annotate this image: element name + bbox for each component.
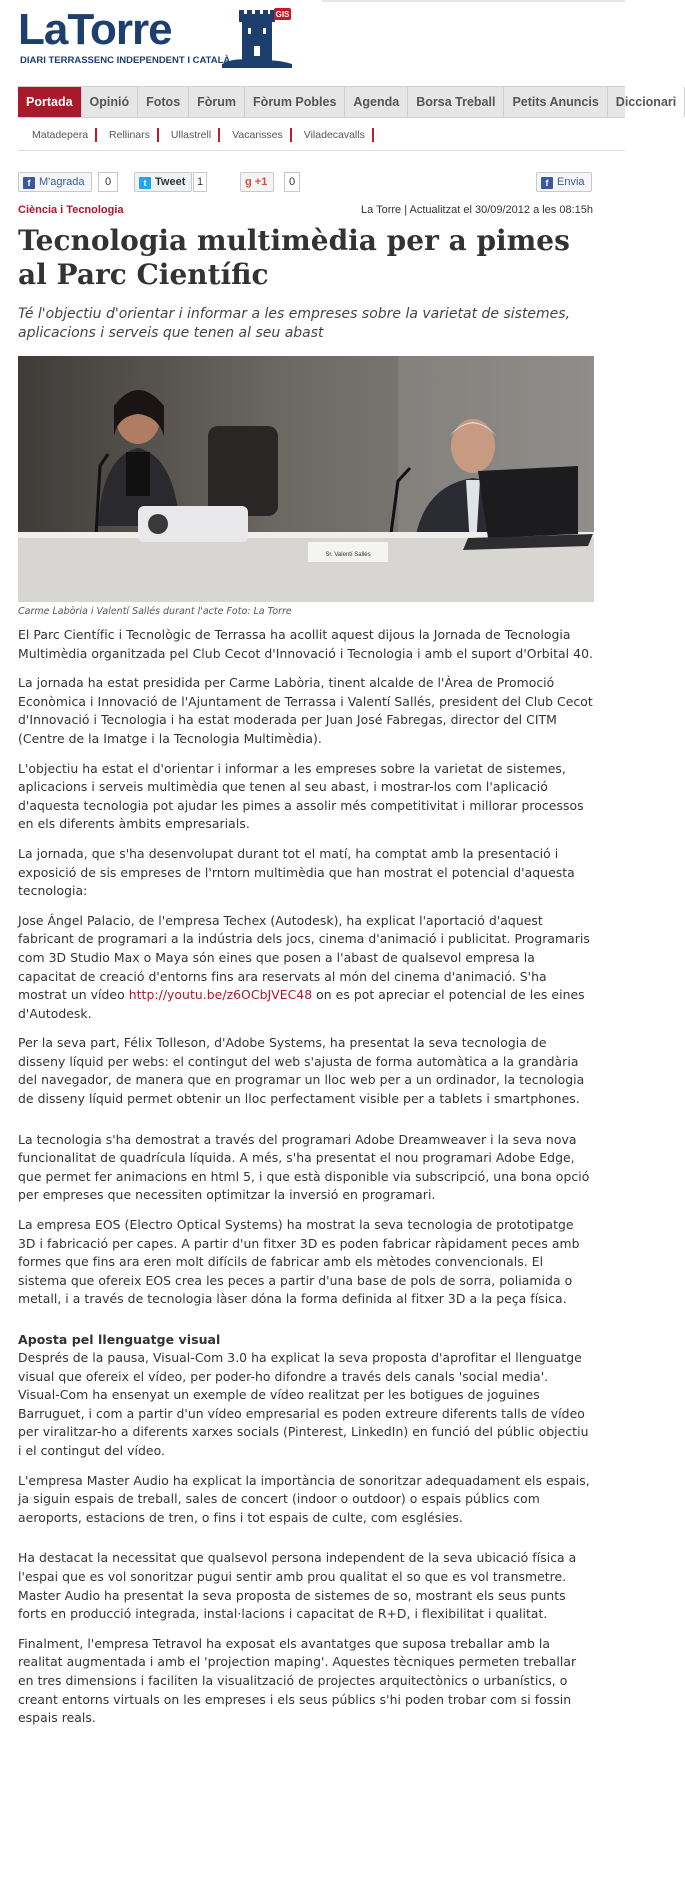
subnav-divider — [18, 150, 625, 151]
article-paragraph: Després de la pausa, Visual-Com 3.0 ha explicat la seva proposta d'aprofitar el llenguatge visual que ofereix el vídeo, per poder-ho difondre a través dels canals 'social media'. Visual-Com ha ensenyat un exemple de vídeo realitzat per les botigues de joguines Barruguet, i com a partir d'un vídeo empresarial es poden extreure diferents talls de vídeo per viralitzar-ho a diferents xarxes socials (Pinterest, LinkedIn) en funció del públic objectiu i el contingut del vídeo. — [18, 1350, 589, 1458]
article-section[interactable]: Ciència i Tecnologia — [18, 204, 124, 216]
article-subtitle: Té l'objectiu d'orientar i informar a les empreses sobre la varietat de sistemes, aplicacions i serveis que tenen al seu abast — [18, 306, 571, 341]
google-plus-icon: g — [245, 176, 252, 188]
article-title: Tecnologia multimèdia per a pimes al Parc Científic — [18, 224, 570, 291]
gplus-count: 0 — [284, 172, 300, 192]
article-paragraph: La jornada, que s'ha desenvolupat durant tot el matí, ha comptat amb la presentació i exposició de sis empreses de l'rntorn multimèdia que han mostrat el potencial d'aquesta tecnologia: — [18, 845, 575, 899]
nav-item-forum-pobles[interactable]: Fòrum Pobles — [245, 87, 345, 117]
article-paragraph: Jose Ángel Palacio, de l'empresa Techex (Autodesk), ha explicat l'aportació d'aquest fabricant de programari a la indústria dels jocs, cinema d'animació i publicitat. Programaris com 3D Studio Max o Maya són eines que posen a l'abast de qualsevol empresa la capacitat de creació d'entorns fins ara reservats al món del cinema d'animació. S'ha mostrat un vídeo http://youtu.be/z6OCbJVEC48 on es pot apreciar el potencial de les eines d'Autodesk. — [18, 912, 590, 1021]
social-share-bar — [18, 172, 593, 194]
like-count: 0 — [98, 172, 118, 192]
svg-text:Sr. Valentí Sallés: Sr. Valentí Sallés — [325, 552, 371, 558]
twitter-bird-icon: t — [139, 177, 151, 189]
conference-photo — [18, 356, 594, 602]
sub-nav — [18, 124, 625, 146]
article-updated: La Torre | Actualitzat el 30/09/2012 a les 08:15h — [361, 204, 593, 216]
article-paragraph: La tecnologia s'ha demostrat a través del programari Adobe Dreamweaver i la seva nova funcionalitat de quadrícula líquida. A més, s'ha presentat el nou programari Adobe Edge, que permet fer animacions en html 5, i que està disponible via subscripció, una bona opció per empreses que necessiten optimitzar la inversió en programari. — [18, 1131, 590, 1203]
facebook-icon: f — [23, 177, 35, 189]
google-plus-button[interactable]: g +1 — [240, 172, 274, 192]
main-nav — [18, 86, 677, 118]
article-paragraph: Finalment, l'empresa Tetravol ha exposat els avantatges que suposa treballar amb la realitat augmentada i amb el 'projection maping'. Aquestes tècniques permeten treballar en tres dimensions i faciliten la visualització de projectes arquitectònics o urbanístics, o creant entorns virtuals on les empreses i els seus públics s'hi poden trobar com si fossin espais reals. — [18, 1635, 577, 1726]
article-paragraph: L'empresa Master Audio ha explicat la importància de sonoritzar adequadament els espais, ja siguin espais de treball, sales de concert (indoor o outdoor) o espais públics com aeroports, estacions de tren, o fins i tot espais de culte, com esglésies. — [18, 1472, 590, 1525]
article-paragraph: Ha destacat la necessitat que qualsevol persona independent de la seva ubicació física a l'espai que es vol sonoritzar pugui sentir amb prou qualitat el so que es vol transmetre. Master Audio ha presentat la seva proposta de sistemes de so, mostrant els seus punts forts en producció integrada, instal·lacions i capacitat de R+D, i flexibilitat i qualitat. — [18, 1550, 577, 1622]
article-paragraph: L'objectiu ha estat el d'orientar i informar a les empreses sobre la varietat de sistemes, aplicacions i serveis multimèdia que tenen al seu abast, i mostrar-los com l'aplicació d'aquesta tecnologia pot ajudar les pimes a assolir més competitivitat i millorar processos en els diferents àmbits empresarials. — [18, 760, 584, 832]
nav-item-portada[interactable]: Portada — [18, 87, 82, 117]
header-divider — [322, 0, 625, 2]
nav-item-fotos[interactable]: Fotos — [138, 87, 189, 117]
facebook-send-button[interactable]: f Envia — [536, 172, 592, 192]
article-photo — [18, 356, 594, 602]
tweet-count: 1 — [193, 172, 207, 192]
article-subheading: Aposta pel llenguatge visual — [18, 1332, 221, 1347]
tweet-button[interactable]: t Tweet — [134, 172, 192, 192]
nav-item-opinio[interactable]: Opinió — [82, 87, 139, 117]
nav-item-agenda[interactable]: Agenda — [345, 87, 408, 117]
facebook-like-button[interactable]: f M'agrada — [18, 172, 92, 192]
tower-logo-icon — [222, 6, 292, 70]
article-paragraph: La empresa EOS (Electro Optical Systems) ha mostrat la seva tecnologia de prototipatge 3D i fabricació per capes. A partir d'un fitxer 3D es poden fabricar ràpidament peces amb formes que fins ara eren molt difícils de fabricar amb els mètodes convencionals. El sistema que ofereix EOS crea les peces a partir d'una base de pols de sorra, poliamida o metall, i a través de tecnologia làser dóna la forma definida al fitxer 3D a la peça física. — [18, 1217, 580, 1307]
subnav-item-matadepera[interactable]: Matadepera — [18, 128, 97, 142]
site-logo[interactable]: LaTorre — [18, 5, 172, 54]
nav-item-petits-anuncis[interactable]: Petits Anuncis — [504, 87, 607, 117]
site-header — [0, 0, 625, 80]
article-meta — [18, 204, 593, 216]
article-paragraph: El Parc Científic i Tecnològic de Terrassa ha acollit aquest dijous la Jornada de Tecnologia Multimèdia organitzada pel Club Cecot d'Innovació i Tecnologia i amb el suport d'Orbital 40. — [18, 627, 594, 661]
subnav-item-ullastrell[interactable]: Ullastrell — [159, 128, 220, 142]
subnav-item-rellinars[interactable]: Rellinars — [97, 128, 159, 142]
facebook-icon: f — [541, 177, 553, 189]
nav-item-borsa-treball[interactable]: Borsa Treball — [408, 87, 504, 117]
nav-item-diccionari[interactable]: Diccionari — [608, 87, 685, 117]
nav-item-forum[interactable]: Fòrum — [189, 87, 245, 117]
youtube-video-link[interactable]: http://youtu.be/z6OCbJVEC48 — [128, 987, 313, 1003]
svg-text:GIS: GIS — [275, 10, 290, 19]
subnav-item-viladecavalls[interactable]: Viladecavalls — [292, 128, 374, 142]
article-paragraph: Per la seva part, Félix Tolleson, d'Adobe Systems, ha presentat la seva tecnologia de disseny líquid per webs: el contingut del web s'ajusta de forma automàtica a la grandària del navegador, de manera que en programar un lloc web per a un ordinador, la tecnologia de disseny líquid permet obtenir un lloc perfectament visible per a tablets i smartphones. — [18, 1035, 585, 1107]
article-paragraph: La jornada ha estat presidida per Carme Labòria, tinent alcalde de l'Àrea de Promoció Econòmica i Innovació de l'Ajuntament de Terrassa i Valentí Sallés, president del Club Cecot d'Innovació i Tecnologia i ha estat moderada per Juan José Fabregas, director del CITM (Centre de la Imatge i la Tecnologia Multimèdia). — [18, 675, 593, 746]
article-body — [18, 626, 593, 1739]
subnav-item-vacarisses[interactable]: Vacarisses — [220, 128, 292, 142]
photo-caption: Carme Labòria i Valentí Sallés durant l'acte Foto: La Torre — [18, 606, 292, 617]
site-tagline: DIARI TERRASSENC INDEPENDENT I CATALÀ — [20, 55, 231, 66]
